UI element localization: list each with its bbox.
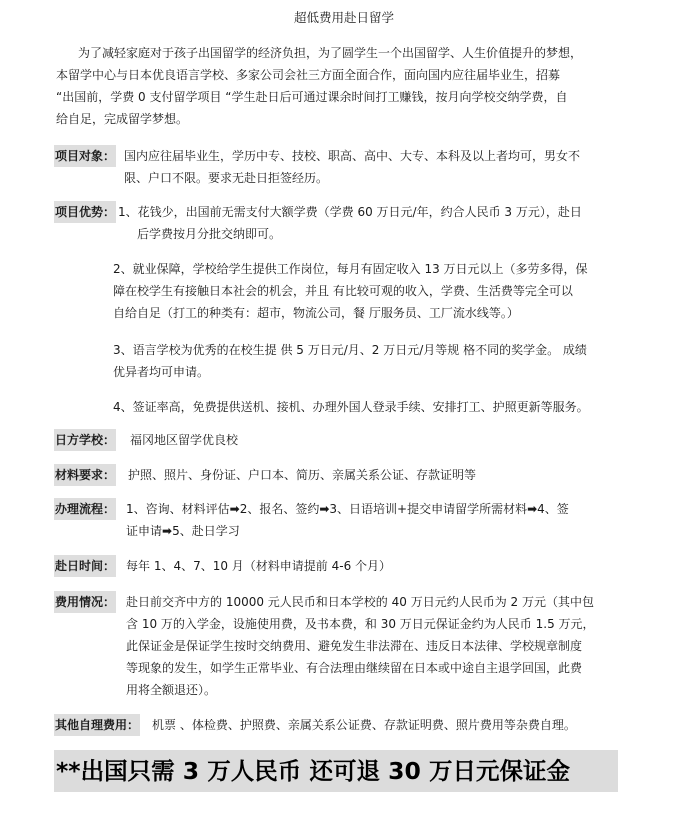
section-school [54,429,654,451]
advantage-item: 1、花钱少，出国前无需支付大额学费（学费 60 万日元/年，约合人民币 3 万元），赴日 [118,205,582,219]
process-line [126,520,240,542]
advantage-item: 4、签证率高，免费提供送机、接机、办理外国人登录手续、安排打工、护照更新等服务。 [113,400,589,414]
section-fees [54,591,654,701]
section-label: 项目对象： [54,145,116,167]
process-step: 2、报名、签约 [239,502,320,516]
section-text: 含 10 万的入学金，设施使用费，及书本费，和 30 万日元保证金约为人民币 1.5 万元， [126,617,595,631]
section-process [54,498,654,542]
section-text: 限、户口不限。要求无赴日拒签经历。 [124,171,329,185]
section-label: 项目优势： [54,201,116,223]
advantage-item: 障在校学生有接触日本社会的机会，并且 有比较可观的收入，学费、生活费等完全可以 [113,284,573,298]
section-text: 用将全额退还）。 [126,683,217,697]
section-text: 此保证金是保证学生按时交纳费用、避免发生非法滞在、违反日本法律、学校规章制度 [126,639,583,653]
section-text: 赴日前交齐中方的 10000 元人民币和日本学校的 40 万日元约人民币为 2 万元（其中包 [126,595,594,609]
section-label: 材料要求： [54,464,116,486]
advantage-item: 2、就业保障，学校给学生提供工作岗位，每月有固定收入 13 万日元以上（多劳多得，保 [113,262,588,276]
section-label: 办理流程： [54,498,116,520]
section-text: 国内应往届毕业生，学历中专、技校、职高、高中、大专、本科及以上者均可，男女不 [124,149,581,163]
advantage-item: 后学费按月分批交纳即可。 [137,227,282,241]
highlight-slogan: **出国只需 3 万人民币 还可退 30 万日元保证金 [54,750,618,792]
page-title: 超低费用赴日留学 [293,10,394,25]
section-label: 其他自理费用： [54,714,140,736]
section-self-paid [54,714,654,736]
intro-line: 给自足，完成留学梦想。 [56,112,189,126]
section-text: 福冈地区留学优良校 [130,433,239,447]
arrow-right-icon: ➡ [527,502,538,516]
process-step: 5、赴日学习 [172,524,240,538]
section-label: 赴日时间： [54,555,116,577]
process-step: 4、签 [537,502,569,516]
section-target [54,145,654,189]
arrow-right-icon: ➡ [162,524,173,538]
arrow-right-icon: ➡ [319,502,330,516]
section-label: 费用情况： [54,591,116,613]
section-materials [54,464,654,486]
process-step: 3、日语培训+提交申请留学所需材料 [329,502,528,516]
section-text: 护照、照片、身份证、户口本、简历、亲属关系公证、存款证明等 [128,468,477,482]
advantage-item: 自给自足（打工的种类有：超市，物流公司，餐 厅服务员、工厂流水线等。） [113,306,519,320]
advantage-item: 3、语言学校为优秀的在校生提 供 5 万日元/月、2 万日元/月等规 格不同的奖学金。 成绩 [113,343,587,357]
advantage-item: 优异者均可申请。 [113,365,210,379]
process-step: 证申请 [126,524,163,538]
process-line [126,498,569,520]
intro-line: 为了减轻家庭对于孩子出国留学的经济负担，为了圆学生一个出国留学、人生价值提升的梦想， [78,46,583,60]
process-step: 1、咨询、材料评估 [126,502,230,516]
arrow-right-icon: ➡ [229,502,240,516]
intro-paragraph [56,42,646,130]
section-advantages [54,201,654,421]
section-text: 等现象的发生，如学生正常毕业、有合法理由继续留在日本或中途自主退学回国，此费 [126,661,583,675]
section-text: 每年 1、4、7、10 月（材料申请提前 4-6 个月） [126,559,392,573]
section-label: 日方学校： [54,429,116,451]
section-text: 机票 、体检费、护照费、亲属关系公证费、存款证明费、照片费用等杂费自理。 [152,718,576,732]
intro-line: “出国前，学费 0 支付留学项目 “学生赴日后可通过课余时间打工赚钱，按月向学校交纳学费，自 [56,90,568,104]
section-departure [54,555,654,577]
intro-line: 本留学中心与日本优良语言学校、多家公司会社三方面全面合作，面向国内应往届毕业生，招募 [56,68,561,82]
